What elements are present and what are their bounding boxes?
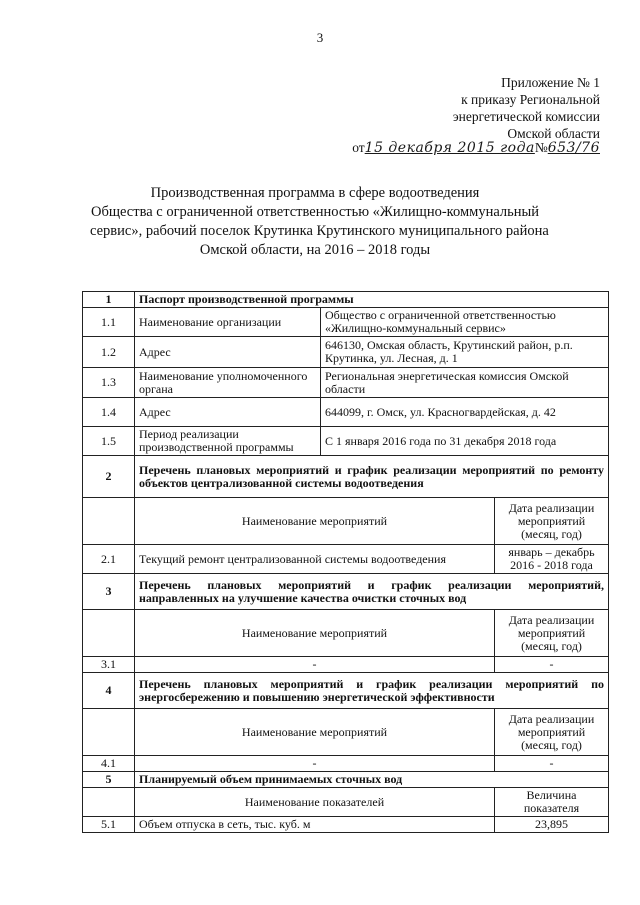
table-row xyxy=(83,337,609,368)
header-value: Величина показателя xyxy=(495,788,609,817)
row-label: Адрес xyxy=(135,398,321,427)
header-row xyxy=(83,709,609,756)
row-date: январь – декабрь 2016 - 2018 года xyxy=(495,545,609,574)
row-name: Объем отпуска в сеть, тыс. куб. м xyxy=(135,817,495,833)
header-row xyxy=(83,610,609,657)
order-date-number xyxy=(352,140,600,156)
header-row xyxy=(83,498,609,545)
header-date: Дата реализации мероприятий (месяц, год) xyxy=(495,709,609,756)
row-value: Общество с ограниченной ответственностью «Жилищно-коммунальный сервис» xyxy=(321,308,609,337)
handwritten-number: 653/76 xyxy=(547,140,600,156)
section-title: Паспорт производственной программы xyxy=(135,292,609,308)
appendix-line-1: Приложение № 1 xyxy=(501,75,600,90)
row-value: 644099, г. Омск, ул. Красногвардейская, д. 42 xyxy=(321,398,609,427)
section-number: 5 xyxy=(83,772,135,788)
section-number: 4 xyxy=(83,673,135,709)
section-number: 1 xyxy=(83,292,135,308)
row-value: Региональная энергетическая комиссия Омской области xyxy=(321,368,609,398)
empty-cell xyxy=(83,610,135,657)
table-row xyxy=(83,817,609,833)
number-prefix: № xyxy=(534,140,548,155)
row-number: 1.3 xyxy=(83,368,135,398)
empty-cell xyxy=(83,498,135,545)
section-title: Перечень плановых мероприятий и график реализации мероприятий, направленных на улучшение качества очистки сточных вод xyxy=(135,574,609,610)
document-title xyxy=(90,184,549,260)
row-name: - xyxy=(135,657,495,673)
header-name: Наименование мероприятий xyxy=(135,498,495,545)
row-name: Текущий ремонт централизованной системы водоотведения xyxy=(135,545,495,574)
header-row xyxy=(83,788,609,817)
section-row xyxy=(83,574,609,610)
empty-cell xyxy=(83,709,135,756)
table-row xyxy=(83,657,609,673)
title-line-3: сервис», рабочий поселок Крутинка Крутинского муниципального района xyxy=(90,223,549,239)
table-row xyxy=(83,427,609,456)
date-prefix: от xyxy=(352,140,365,155)
title-line-4: Омской области, на 2016 – 2018 годы xyxy=(199,242,431,258)
section-title: Перечень плановых мероприятий и график реализации мероприятий по энергосбережению и повышению энергетической эффективности xyxy=(135,673,609,709)
page-number: 3 xyxy=(316,30,324,45)
title-line-1: Производственная программа в сфере водоотведения xyxy=(150,185,480,201)
empty-cell xyxy=(83,788,135,817)
header-name: Наименование мероприятий xyxy=(135,610,495,657)
row-label: Период реализации производственной программы xyxy=(135,427,321,456)
program-table xyxy=(82,291,609,833)
row-value: 23,895 xyxy=(495,817,609,833)
row-number: 4.1 xyxy=(83,756,135,772)
section-row xyxy=(83,292,609,308)
row-number: 1.4 xyxy=(83,398,135,427)
table-row xyxy=(83,545,609,574)
row-value: С 1 января 2016 года по 31 декабря 2018 года xyxy=(321,427,609,456)
section-row xyxy=(83,772,609,788)
section-row xyxy=(83,673,609,709)
row-number: 1.2 xyxy=(83,337,135,368)
header-date: Дата реализации мероприятий (месяц, год) xyxy=(495,498,609,545)
row-label: Адрес xyxy=(135,337,321,368)
appendix-line-4: Омской области xyxy=(507,126,600,141)
row-label: Наименование уполномоченного органа xyxy=(135,368,321,398)
section-title: Планируемый объем принимаемых сточных вод xyxy=(135,772,609,788)
title-line-2: Общества с ограниченной ответственностью «Жилищно-коммунальный xyxy=(90,204,539,220)
appendix-line-2: к приказу Региональной xyxy=(461,92,600,107)
row-date: - xyxy=(495,657,609,673)
row-value: 646130, Омская область, Крутинский район, р.п. Крутинка, ул. Лесная, д. 1 xyxy=(321,337,609,368)
row-number: 2.1 xyxy=(83,545,135,574)
row-date: - xyxy=(495,756,609,772)
row-number: 3.1 xyxy=(83,657,135,673)
section-number: 3 xyxy=(83,574,135,610)
row-number: 5.1 xyxy=(83,817,135,833)
row-number: 1.1 xyxy=(83,308,135,337)
header-name: Наименование мероприятий xyxy=(135,709,495,756)
header-date: Дата реализации мероприятий (месяц, год) xyxy=(495,610,609,657)
table-row xyxy=(83,368,609,398)
row-number: 1.5 xyxy=(83,427,135,456)
handwritten-date: 15 декабря 2015 года xyxy=(364,140,535,156)
table-row xyxy=(83,756,609,772)
header-name: Наименование показателей xyxy=(135,788,495,817)
appendix-header xyxy=(453,74,600,142)
row-label: Наименование организации xyxy=(135,308,321,337)
table-row xyxy=(83,398,609,427)
section-row xyxy=(83,456,609,498)
row-name: - xyxy=(135,756,495,772)
appendix-line-3: энергетической комиссии xyxy=(452,109,600,124)
section-title: Перечень плановых мероприятий и график реализации мероприятий по ремонту объектов централизованной системы водоотведения xyxy=(135,456,609,498)
section-number: 2 xyxy=(83,456,135,498)
table-row xyxy=(83,308,609,337)
